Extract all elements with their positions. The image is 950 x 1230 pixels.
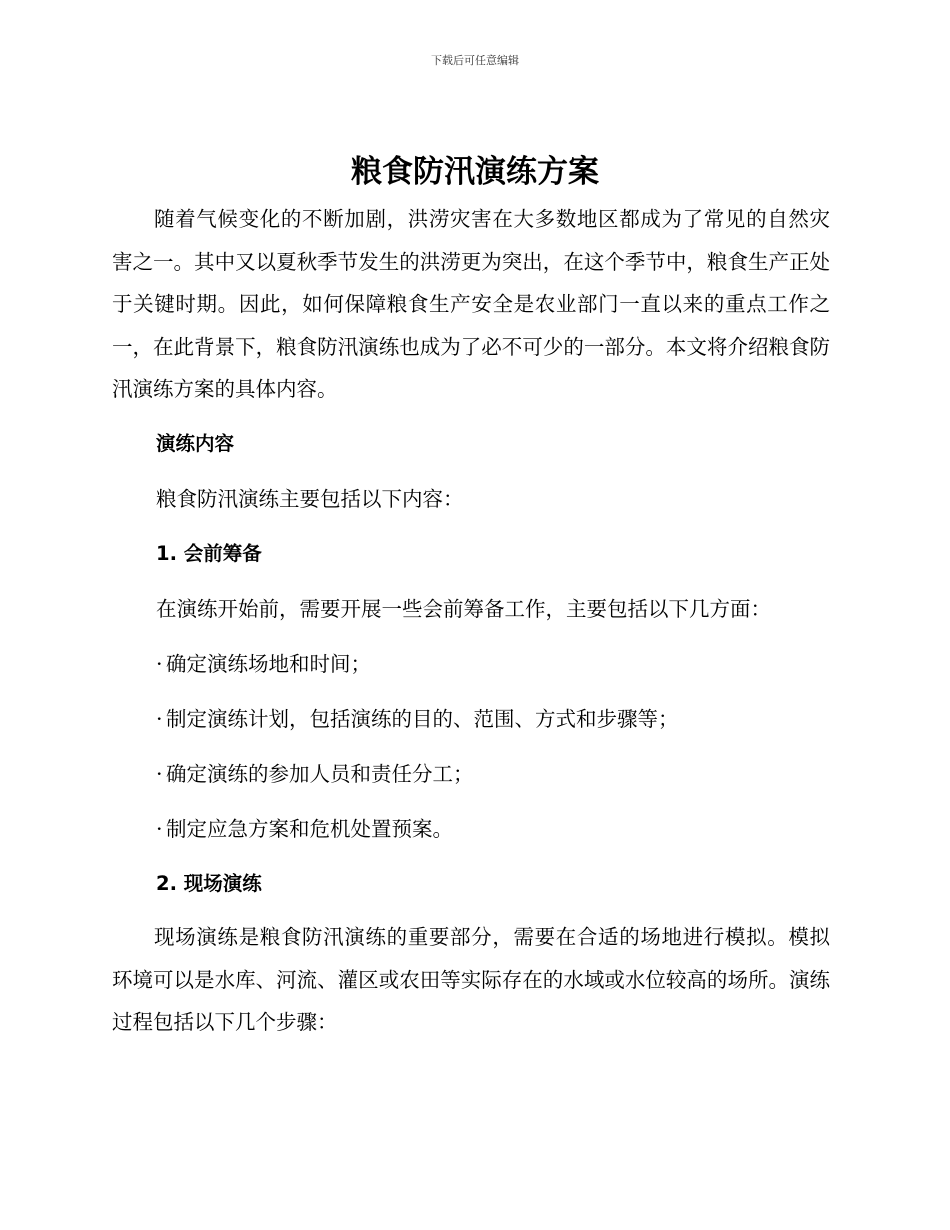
bullet-text: 确定演练场地和时间； xyxy=(166,652,371,676)
section-heading: 演练内容 xyxy=(156,432,235,455)
intro-paragraph: 随着气候变化的不断加剧，洪涝灾害在大多数地区都成为了常见的自然灾害之一。其中又以夏秋季节发生的洪涝更为突出，在这个季节中，粮食生产正处于关键时期。因此，如何保障粮食生产安全是农业部门一直以来的重点工作之一，在此背景下，粮食防汛演练也成为了必不可少的一部分。本文将介绍粮食防汛演练方案的具体内容。 xyxy=(112,207,830,401)
subsection-2-paragraph: 现场演练是粮食防汛演练的重要部分，需要在合适的场地进行模拟。模拟环境可以是水库、河流、灌区或农田等实际存在的水域或水位较高的场所。演练过程包括以下几个步骤： xyxy=(112,925,830,1034)
section-intro: 粮食防汛演练主要包括以下内容： xyxy=(156,487,464,511)
bullet-text: 确定演练的参加人员和责任分工； xyxy=(166,762,474,786)
bullet-item xyxy=(156,704,836,734)
subsection-1-heading: 1. 会前筹备 xyxy=(156,542,262,565)
header-note: 下载后可任意编辑 xyxy=(431,54,519,67)
bullet-text: 制定应急方案和危机处置预案。 xyxy=(166,817,453,841)
bullet-item xyxy=(156,649,836,679)
document-title: 粮食防汛演练方案 xyxy=(351,154,599,190)
subsection-2-heading: 2. 现场演练 xyxy=(156,872,262,895)
bullet-marker: · xyxy=(156,817,163,841)
bullet-text: 制定演练计划，包括演练的目的、范围、方式和步骤等； xyxy=(166,707,679,731)
subsection-1-intro: 在演练开始前，需要开展一些会前筹备工作，主要包括以下几方面： xyxy=(156,597,771,621)
bullet-item xyxy=(156,814,836,844)
bullet-item xyxy=(156,759,836,789)
bullet-marker: · xyxy=(156,652,163,676)
bullet-marker: · xyxy=(156,762,163,786)
bullet-marker: · xyxy=(156,707,163,731)
